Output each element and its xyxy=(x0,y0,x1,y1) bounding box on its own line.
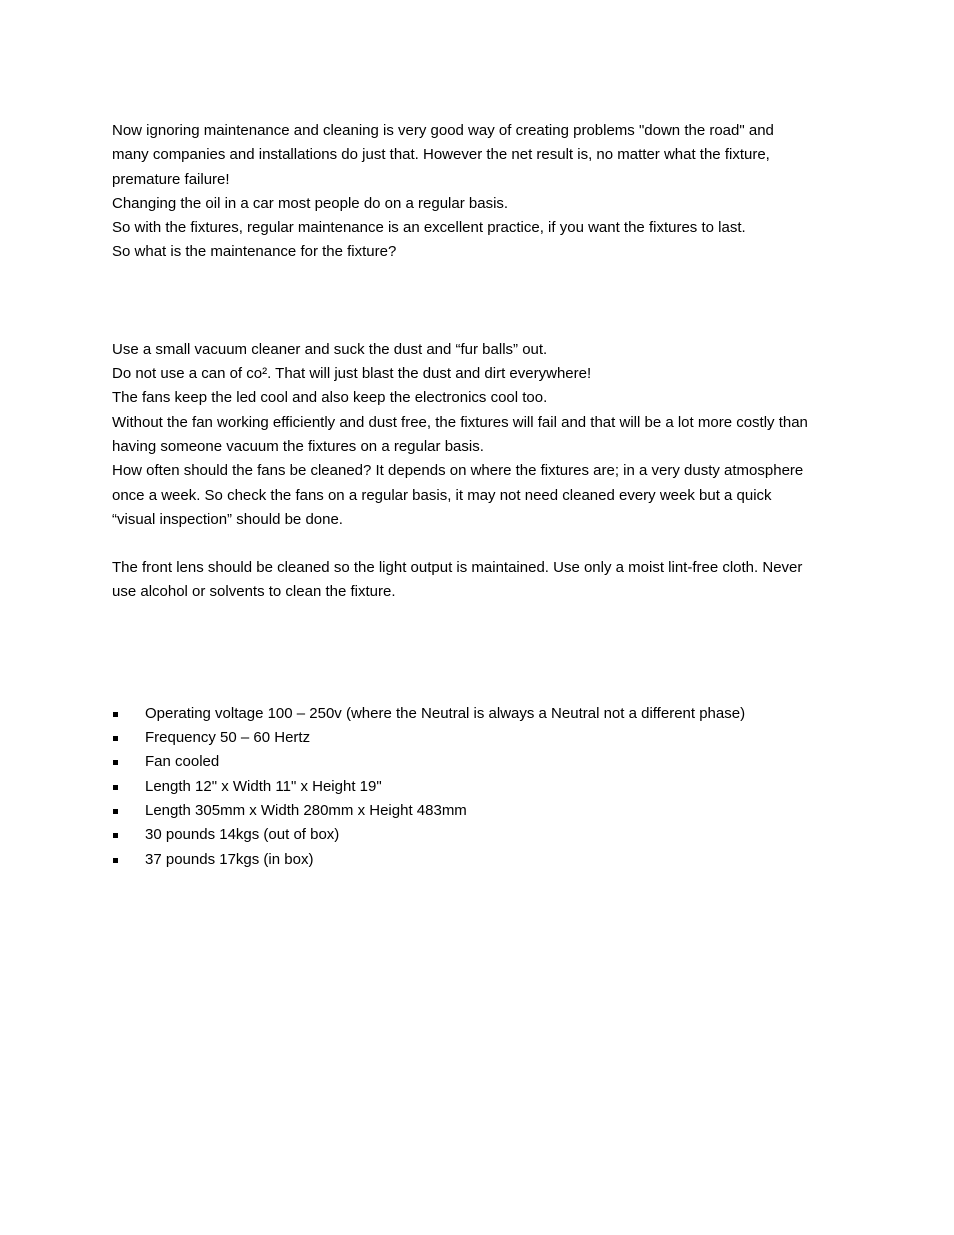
square-bullet-icon xyxy=(113,736,118,741)
text-line: So what is the maintenance for the fixture? xyxy=(112,243,397,261)
text-line: premature failure! xyxy=(112,170,230,188)
text-line: Without the fan working efficiently and dust free, the fixtures will fail and that will be a lot more costly than xyxy=(112,413,808,431)
list-item xyxy=(112,799,842,823)
text-line: The front lens should be cleaned so the light output is maintained. Use only a moist lint-free cloth. Never xyxy=(112,559,803,577)
document-page xyxy=(112,119,842,872)
spec-text: 30 pounds 14kgs (out of box) xyxy=(145,826,340,844)
text-line: having someone vacuum the fixtures on a regular basis. xyxy=(112,437,484,455)
maintenance-intro-paragraph xyxy=(112,119,842,265)
text-line: once a week. So check the fans on a regular basis, it may not need cleaned every week but a quick xyxy=(112,486,772,504)
text-line: Changing the oil in a car most people do on a regular basis. xyxy=(112,194,509,212)
list-item xyxy=(112,775,842,799)
text-line: How often should the fans be cleaned? It depends on where the fixtures are; in a very dusty atmosphere xyxy=(112,462,804,480)
text-line: The fans keep the led cool and also keep the electronics cool too. xyxy=(112,389,548,407)
fan-cleaning-paragraph xyxy=(112,338,842,532)
list-item xyxy=(112,726,842,750)
spec-text: Length 305mm x Width 280mm x Height 483mm xyxy=(145,801,467,819)
spec-text: Length 12" x Width 11" x Height 19" xyxy=(145,777,382,795)
square-bullet-icon xyxy=(113,760,118,765)
spec-text: 37 pounds 17kgs (in box) xyxy=(145,850,314,868)
text-line: many companies and installations do just that. However the net result is, no matter what the fixture, xyxy=(112,146,770,164)
spec-text: Frequency 50 – 60 Hertz xyxy=(145,729,311,747)
text-line: Use a small vacuum cleaner and suck the dust and “fur balls” out. xyxy=(112,340,548,358)
spec-text: Fan cooled xyxy=(145,753,220,771)
square-bullet-icon xyxy=(113,712,118,717)
list-item xyxy=(112,823,842,847)
square-bullet-icon xyxy=(113,809,118,814)
text-line: Now ignoring maintenance and cleaning is very good way of creating problems "down the road" and xyxy=(112,122,774,139)
square-bullet-icon xyxy=(113,785,118,790)
list-item xyxy=(112,848,842,872)
text-line: Do not use a can of co². That will just blast the dust and dirt everywhere! xyxy=(112,365,592,383)
lens-cleaning-paragraph xyxy=(112,556,842,605)
spec-text: Operating voltage 100 – 250v (where the Neutral is always a Neutral not a different phase) xyxy=(145,704,746,722)
list-item xyxy=(112,702,842,726)
text-line: use alcohol or solvents to clean the fixture. xyxy=(112,583,396,601)
list-item xyxy=(112,750,842,774)
square-bullet-icon xyxy=(113,858,118,863)
specifications-list xyxy=(112,702,842,872)
square-bullet-icon xyxy=(113,833,118,838)
text-line: So with the fixtures, regular maintenance is an excellent practice, if you want the fixtures to last. xyxy=(112,219,746,237)
text-line: “visual inspection” should be done. xyxy=(112,510,343,528)
